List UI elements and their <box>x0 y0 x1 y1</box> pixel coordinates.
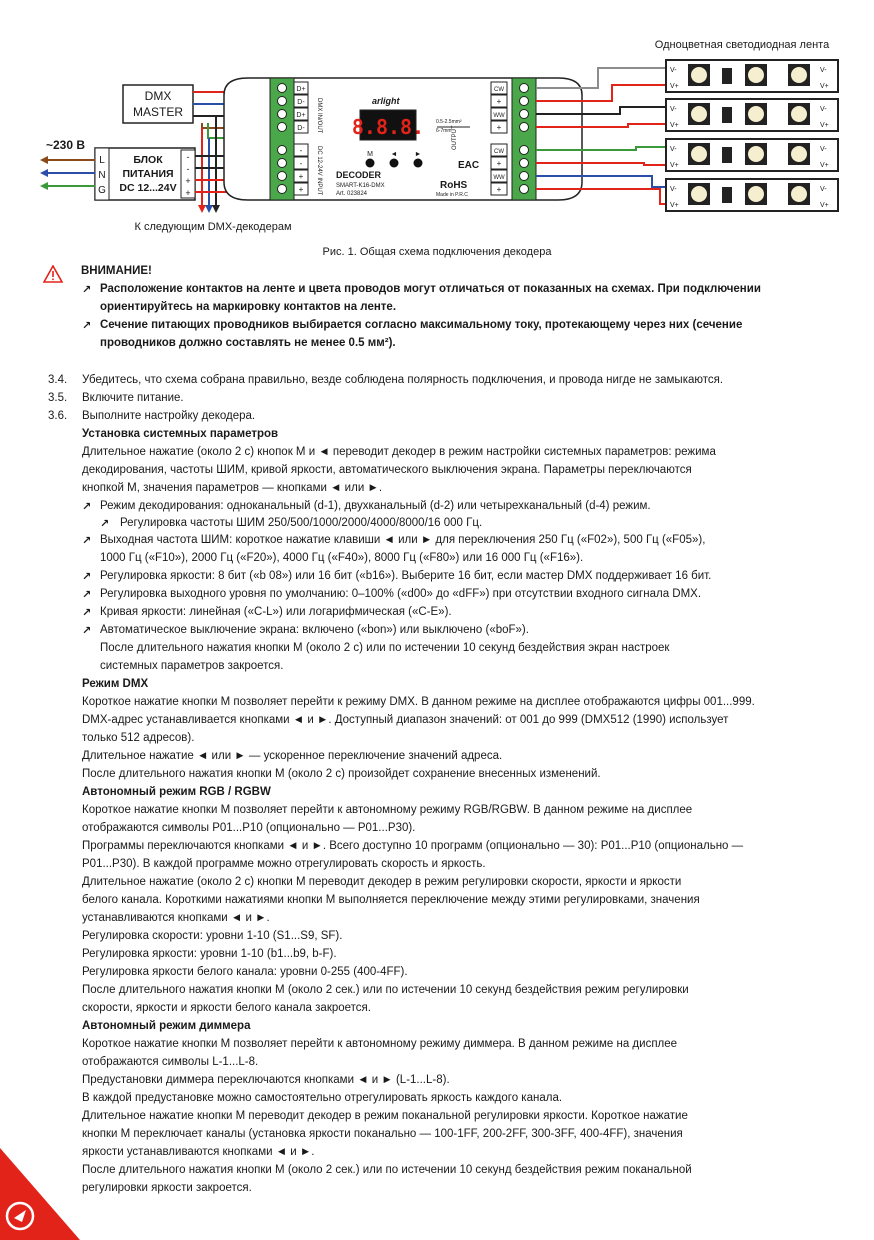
decoder-body <box>224 78 582 200</box>
made-in: Made in P.R.C <box>436 192 468 198</box>
svg-text:V-: V- <box>820 67 827 74</box>
svg-text:+: + <box>496 159 502 168</box>
svg-text:WW: WW <box>493 175 505 181</box>
arrow-icon: ↗ <box>82 283 92 296</box>
dmx-master-line2: MASTER <box>132 105 184 119</box>
led-strips <box>666 60 838 211</box>
decoder-title: DECODER <box>336 170 382 180</box>
arrow-icon: ↗ <box>82 570 92 583</box>
paragraph-line: кнопки M переключает каналы (установка яркости поканально — 100-1FF, 200-2FF, 300-3FF, 400-4FF), значения <box>82 1128 683 1140</box>
step-text: Убедитесь, что схема собрана правильно, везде соблюдена полярность подключения, и провода нигде не замыкаются. <box>82 374 724 386</box>
svg-text:+: + <box>185 176 191 186</box>
paragraph-line: В каждой предустановке можно самостоятельно отрегулировать яркость каждого канала. <box>82 1092 563 1104</box>
svg-text:V+: V+ <box>820 122 829 129</box>
dmx-master-box <box>123 85 193 123</box>
svg-text:V-: V- <box>670 146 677 153</box>
mains-voltage-label: ~230 В <box>46 138 86 152</box>
warning-title: ВНИМАНИЕ! <box>81 265 152 277</box>
brand-corner-logo <box>0 1148 80 1240</box>
step-text: Выполните настройку декодера. <box>82 410 256 422</box>
paragraph-line: После длительного нажатия кнопки M (около 2 с) произойдет сохранение внесенных изменений. <box>82 768 601 780</box>
paragraph-line: Предустановки диммера переключаются кнопками ◄ и ► (L-1...L-8). <box>82 1074 450 1086</box>
brand-logo: arlight <box>372 96 400 106</box>
svg-text:V+: V+ <box>670 162 679 169</box>
button-right <box>414 159 423 168</box>
led-strip-1 <box>666 60 838 92</box>
arrow-icon: ↗ <box>100 517 110 530</box>
step-number: 3.4. <box>48 374 68 386</box>
led-strip-2 <box>666 99 838 131</box>
paragraph-line: Длительное нажатие (около 2 с) кнопки M переводит декодер в режим регулировки скорости, яркости и яркости <box>82 876 682 888</box>
wiring-diagram <box>0 0 874 245</box>
bullet-line: Выходная частота ШИМ: короткое нажатие клавиши ◄ или ► для переключения 250 Гц («F02»), 500 Гц («F05»), <box>100 534 706 546</box>
psu-line1: БЛОК <box>133 154 163 166</box>
next-decoders-label: К следующим DMX-декодерам <box>134 221 292 233</box>
button-left <box>390 159 399 168</box>
psu-line2: ПИТАНИЯ <box>122 168 174 180</box>
button-m <box>366 159 375 168</box>
svg-text:V+: V+ <box>820 202 829 209</box>
bullet-line: Регулировка яркости: 8 бит («b 08») или 16 бит («b16»). Выберите 16 бит, если мастер DMX поддерживает 16 бит. <box>100 570 712 582</box>
led-strip-4 <box>666 179 838 211</box>
paragraph-line: Регулировка яркости белого канала: уровни 0-255 (400-4FF). <box>82 966 408 978</box>
paragraph-line: только 512 адресов). <box>82 732 195 744</box>
psu-term-n: N <box>98 170 106 181</box>
paragraph-line: Регулировка скорости: уровни 1-10 (S1...S9, SF). <box>82 930 343 942</box>
paragraph-line: отображаются символы L-1...L-8. <box>82 1056 259 1068</box>
bullet-line: Регулировка частоты ШИМ 250/500/1000/2000/4000/8000/16 000 Гц. <box>120 517 483 529</box>
paragraph-line: Длительное нажатие кнопки M переводит декодер в режим поканальной регулировки яркости. Короткое нажатие <box>82 1110 688 1122</box>
paragraph-line: После длительного нажатия кнопки M (около 2 сек.) или по истечении 10 секунд бездействия режим регулировки <box>82 984 689 996</box>
bullet-line: 1000 Гц («F10»), 2000 Гц («F20»), 4000 Гц («F40»), 8000 Гц («F80») или 16 000 Гц («F16»). <box>100 552 584 564</box>
dmx-master-line1: DMX <box>144 89 172 103</box>
dc-input-label: DC 12-24V INPUT <box>316 146 322 196</box>
paragraph-line: яркости устанавливаются кнопками ◄ и ►. <box>82 1146 315 1158</box>
figure-caption: Рис. 1. Общая схема подключения декодера <box>322 246 552 258</box>
bullet-line: Режим декодирования: одноканальный (d-1), двухканальный (d-2) или четырехканальный (d-4) режим. <box>100 500 651 512</box>
paragraph-line: Длительное нажатие ◄ или ► — ускоренное переключение значений адреса. <box>82 750 503 762</box>
section-heading: Установка системных параметров <box>82 428 279 440</box>
svg-text:WW: WW <box>493 113 505 119</box>
warning-item-2-line2: проводников должно составлять не менее 0.5 мм²). <box>100 337 396 349</box>
arrow-icon: ↗ <box>82 534 92 547</box>
step-number: 3.6. <box>48 410 68 422</box>
svg-text:V-: V- <box>820 186 827 193</box>
paragraph-line: Длительное нажатие (около 2 с) кнопок M и ◄ переводит декодер в режим настройки системных параметров: режима <box>82 446 716 458</box>
arrow-icon: ↗ <box>82 606 92 619</box>
svg-text:CW: CW <box>494 87 504 93</box>
svg-text:+: + <box>298 172 304 181</box>
bullet-line: После длительного нажатия кнопки M (около 2 с) или по истечении 10 секунд бездействия экран настроек <box>100 642 670 654</box>
bullet-line: Кривая яркости: линейная («C-L») или логарифмическая («C-E»). <box>100 606 452 618</box>
warning-item-1-line1: Расположение контактов на ленте и цвета проводов могут отличаться от показанных на схемах. При подключении <box>100 283 761 295</box>
bullet-line: Регулировка выходного уровня по умолчанию: 0–100% («d00» до «dFF») при отсутствии входного сигнала DMX. <box>100 588 702 600</box>
btn-right-label: ► <box>414 151 422 158</box>
btn-left-label: ◄ <box>390 151 398 158</box>
psu-line3: DC 12...24V <box>119 182 177 194</box>
paragraph-line: скорости, яркости и яркости белого канала закроется. <box>82 1002 371 1014</box>
svg-text:+: + <box>496 123 502 132</box>
svg-text:+: + <box>496 97 502 106</box>
svg-text:V+: V+ <box>820 83 829 90</box>
svg-text:V-: V- <box>820 106 827 113</box>
section-heading: Режим DMX <box>82 678 149 690</box>
step-text: Включите питание. <box>82 392 184 404</box>
svg-text:+: + <box>298 185 304 194</box>
section-heading: Автономный режим диммера <box>82 1020 251 1032</box>
paragraph-line: отображаются символы P01...P10 (опционально — P01...P30). <box>82 822 416 834</box>
paragraph-line: Регулировка яркости: уровни 1-10 (b1...b9, b-F). <box>82 948 337 960</box>
paragraph-line: P01...P30). В каждой программе можно отрегулировать скорость и яркость. <box>82 858 486 870</box>
svg-text:V+: V+ <box>820 162 829 169</box>
mains-wires <box>40 156 95 190</box>
svg-text:-: - <box>299 146 303 155</box>
bullet-line: системных параметров закроется. <box>100 660 284 672</box>
arrow-icon: ↗ <box>82 624 92 637</box>
eac-mark: EAC <box>458 160 480 171</box>
svg-text:V+: V+ <box>670 83 679 90</box>
paragraph-line: декодирования, частоты ШИМ, кривой яркости, автоматического выключения экрана. Параметры переключаются <box>82 464 692 476</box>
output-label: OUTPUT <box>452 125 458 150</box>
led-strip-3 <box>666 139 838 171</box>
svg-text:+: + <box>185 188 191 198</box>
svg-text:D+: D+ <box>296 86 306 93</box>
svg-text:+: + <box>496 185 502 194</box>
warning-item-2-line1: Сечение питающих проводников выбирается согласно максимальному току, протекающему через них (сечение <box>100 319 743 331</box>
paragraph-line: Короткое нажатие кнопки M позволяет перейти к режиму DMX. В данном режиме на дисплее отображаются цифры 001...999. <box>82 696 755 708</box>
decoder-art: Art. 023824 <box>336 191 368 197</box>
wire-spec-1: 0.5-2.5mm² <box>436 119 462 125</box>
paragraph-line: белого канала. Короткими нажатиями кнопки M выполняется переключение между этими регулировками, значения <box>82 894 700 906</box>
display-digits: 8.8.8. <box>351 115 425 139</box>
svg-text:D-: D- <box>297 125 305 132</box>
svg-text:-: - <box>186 164 190 174</box>
section-heading: Автономный режим RGB / RGBW <box>82 786 271 798</box>
paragraph-line: DMX-адрес устанавливается кнопками ◄ и ►. Доступный диапазон значений: от 001 до 999 (DMX512 (1990) использует <box>82 714 729 726</box>
paragraph-line: Короткое нажатие кнопки M позволяет перейти к автономному режиму RGB/RGBW. В данном режиме на дисплее <box>82 804 693 816</box>
arrow-icon: ↗ <box>82 500 92 513</box>
bullet-line: Автоматическое выключение экрана: включено («bon») или выключено («boF»). <box>100 624 529 636</box>
rohs-mark: RoHS <box>440 180 468 191</box>
wire-spec-2: 6-7mm <box>436 128 452 134</box>
svg-text:D+: D+ <box>296 112 306 119</box>
led-strip-title: Одноцветная светодиодная лента <box>654 39 830 51</box>
power-supply-box <box>95 148 195 200</box>
paragraph-line: Программы переключаются кнопками ◄ и ►. Всего доступно 10 программ (опционально — 30): P01...P10 (опционально — <box>82 840 744 852</box>
paragraph-line: После длительного нажатия кнопки M (около 2 сек.) или по истечении 10 секунд бездействия режим поканальной <box>82 1164 692 1176</box>
svg-text:-: - <box>186 152 190 162</box>
paragraph-line: регулировки яркости закроется. <box>82 1182 252 1194</box>
warning-item-1-line2: ориентируйтесь на маркировку контактов на ленте. <box>100 301 397 313</box>
psu-term-l: L <box>99 155 105 166</box>
paragraph-line: кнопкой M, значения параметров — кнопками ◄ или ►. <box>82 482 383 494</box>
svg-text:V+: V+ <box>670 202 679 209</box>
paragraph-line: устанавливаются кнопками ◄ и ►. <box>82 912 270 924</box>
paragraph-line: Короткое нажатие кнопки M позволяет перейти к автономному режиму диммера. В данном режиме на дисплее <box>82 1038 678 1050</box>
svg-text:-: - <box>299 159 303 168</box>
dmx-inout-label: DMX IN/OUT <box>316 98 322 134</box>
psu-term-g: G <box>98 185 106 196</box>
btn-m-label: M <box>367 151 373 158</box>
arrow-icon: ↗ <box>82 588 92 601</box>
svg-text:V-: V- <box>820 146 827 153</box>
svg-text:V-: V- <box>670 186 677 193</box>
svg-text:V+: V+ <box>670 122 679 129</box>
svg-text:D-: D- <box>297 99 305 106</box>
decoder-model: SMART-K16-DMX <box>336 183 385 189</box>
warning-icon <box>43 265 63 283</box>
svg-text:V-: V- <box>670 106 677 113</box>
step-number: 3.5. <box>48 392 68 404</box>
arrow-icon: ↗ <box>82 319 92 332</box>
svg-text:CW: CW <box>494 149 504 155</box>
svg-text:V-: V- <box>670 67 677 74</box>
